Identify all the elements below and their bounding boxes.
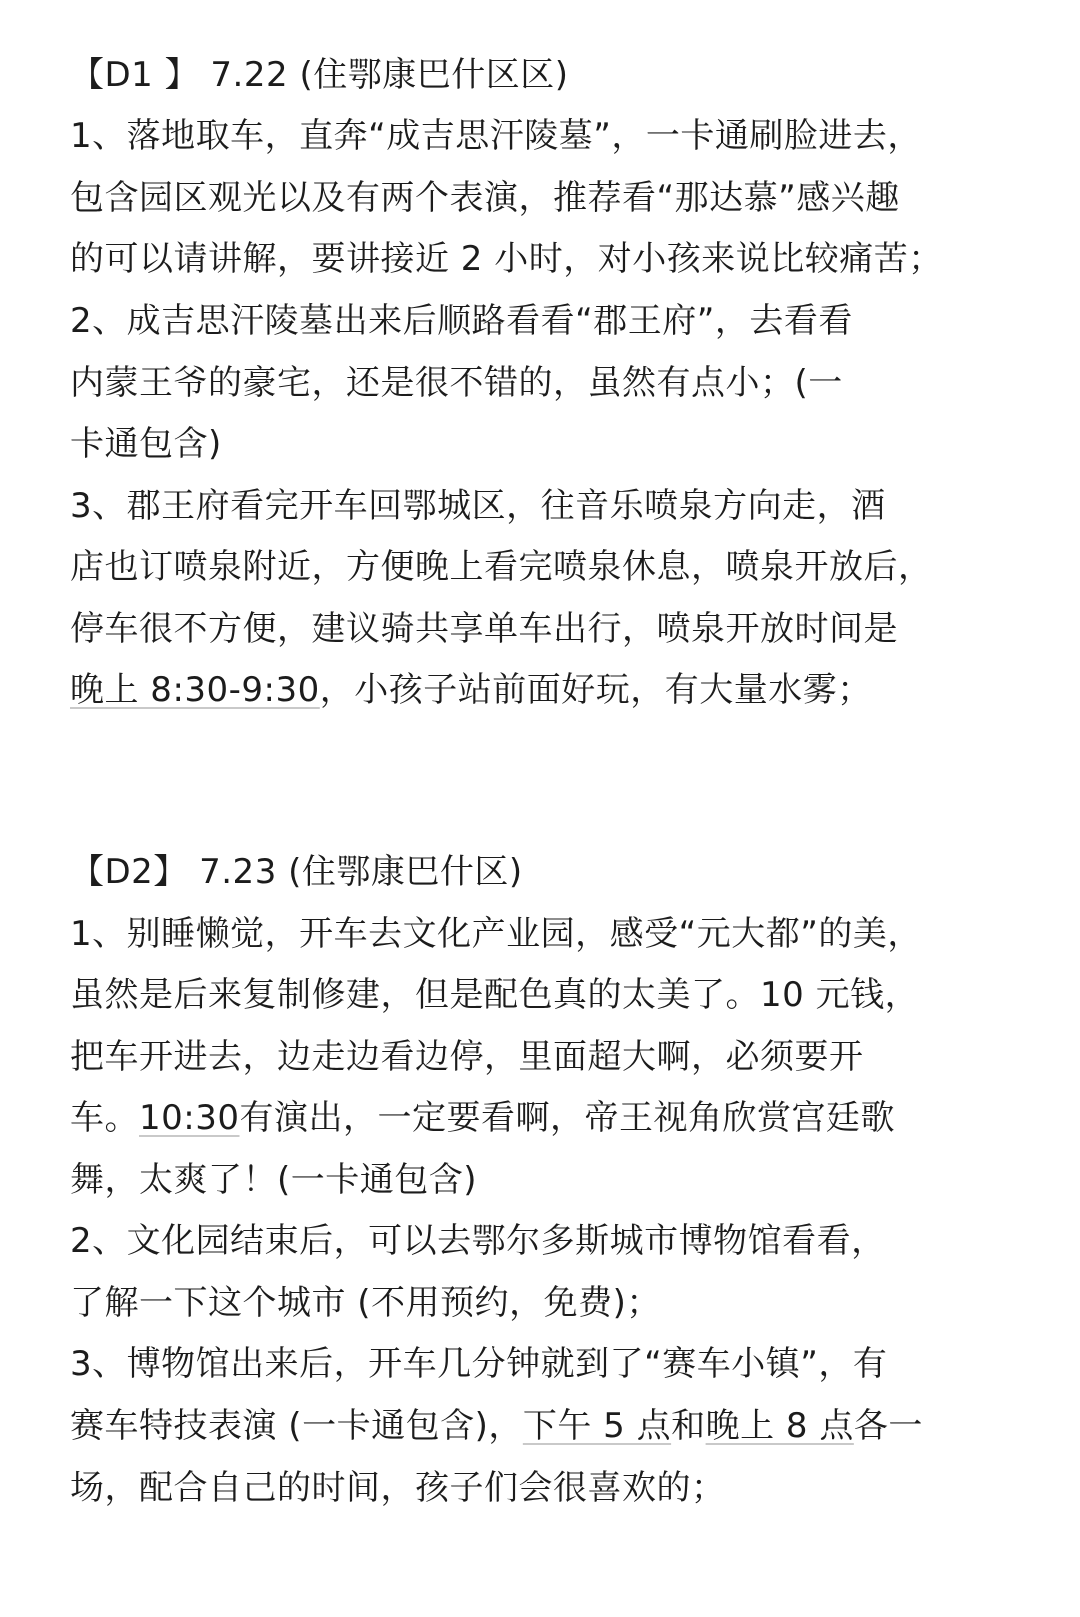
day1-line: 2、成吉思汗陵墓出来后顺路看看“郡王府”，去看看: [70, 301, 853, 341]
day1-line: 包含园区观光以及有两个表演，推荐看“那达慕”感兴趣: [70, 178, 900, 218]
day2-line: 场，配合自己的时间，孩子们会很喜欢的；: [70, 1468, 726, 1508]
afternoon-time-link[interactable]: 下午 5 点: [522, 1406, 672, 1446]
day1-line: 的可以请讲解，要讲接近 2 小时，对小孩来说比较痛苦；: [70, 239, 943, 279]
day2-line-text: 车。: [70, 1098, 139, 1138]
day1-heading: 【D1 】 7.22 (住鄂康巴什区区): [70, 55, 569, 95]
day2-line-text: 各一: [853, 1406, 923, 1446]
day2-heading: 【D2】 7.23 (住鄂康巴什区): [70, 852, 523, 892]
day2-line: [70, 1404, 923, 1448]
evening-time-link[interactable]: 晚上 8 点: [705, 1406, 854, 1446]
day2-line-text: 赛车特技表演 (一卡通包含)，: [70, 1406, 523, 1446]
day1-line: 卡通包含): [70, 424, 222, 464]
show-time-link[interactable]: 10:30: [139, 1098, 240, 1138]
day2-line: 舞，太爽了！(一卡通包含): [70, 1160, 478, 1200]
day1-line: 内蒙王爷的豪宅，还是很不错的，虽然有点小；(一: [70, 363, 843, 403]
day1-line: [70, 668, 872, 712]
day1-line: 3、郡王府看完开车回鄂城区，往音乐喷泉方向走，酒: [70, 486, 886, 526]
day2-line: 把车开进去，边走边看边停，里面超大啊，必须要开: [70, 1037, 864, 1077]
day2-line: 虽然是后来复制修建，但是配色真的太美了。10 元钱，: [70, 975, 920, 1015]
day2-line: 2、文化园结束后，可以去鄂尔多斯城市博物馆看看，: [70, 1221, 886, 1261]
fountain-time-link[interactable]: 晚上 8:30-9:30: [70, 670, 320, 710]
day2-line-text: 有演出，一定要看啊，帝王视角欣赏宫廷歌: [239, 1098, 895, 1138]
day1-line: 店也订喷泉附近，方便晚上看完喷泉休息，喷泉开放后，: [70, 547, 933, 587]
day1-line-text: ，小孩子站前面好玩，有大量水雾；: [319, 670, 872, 710]
day1-line: 停车很不方便，建议骑共享单车出行，喷泉开放时间是: [70, 609, 898, 649]
day1-line: 1、落地取车，直奔“成吉思汗陵墓”，一卡通刷脸进去，: [70, 116, 922, 156]
day2-line-text: 和: [671, 1406, 706, 1446]
day2-line: 了解一下这个城市 (不用预约，免费)；: [70, 1283, 661, 1323]
day2-line: [70, 1096, 895, 1140]
day2-line: 1、别睡懒觉，开车去文化产业园，感受“元大都”的美，: [70, 914, 922, 954]
day2-line: 3、博物馆出来后，开车几分钟就到了“赛车小镇”，有: [70, 1344, 888, 1384]
